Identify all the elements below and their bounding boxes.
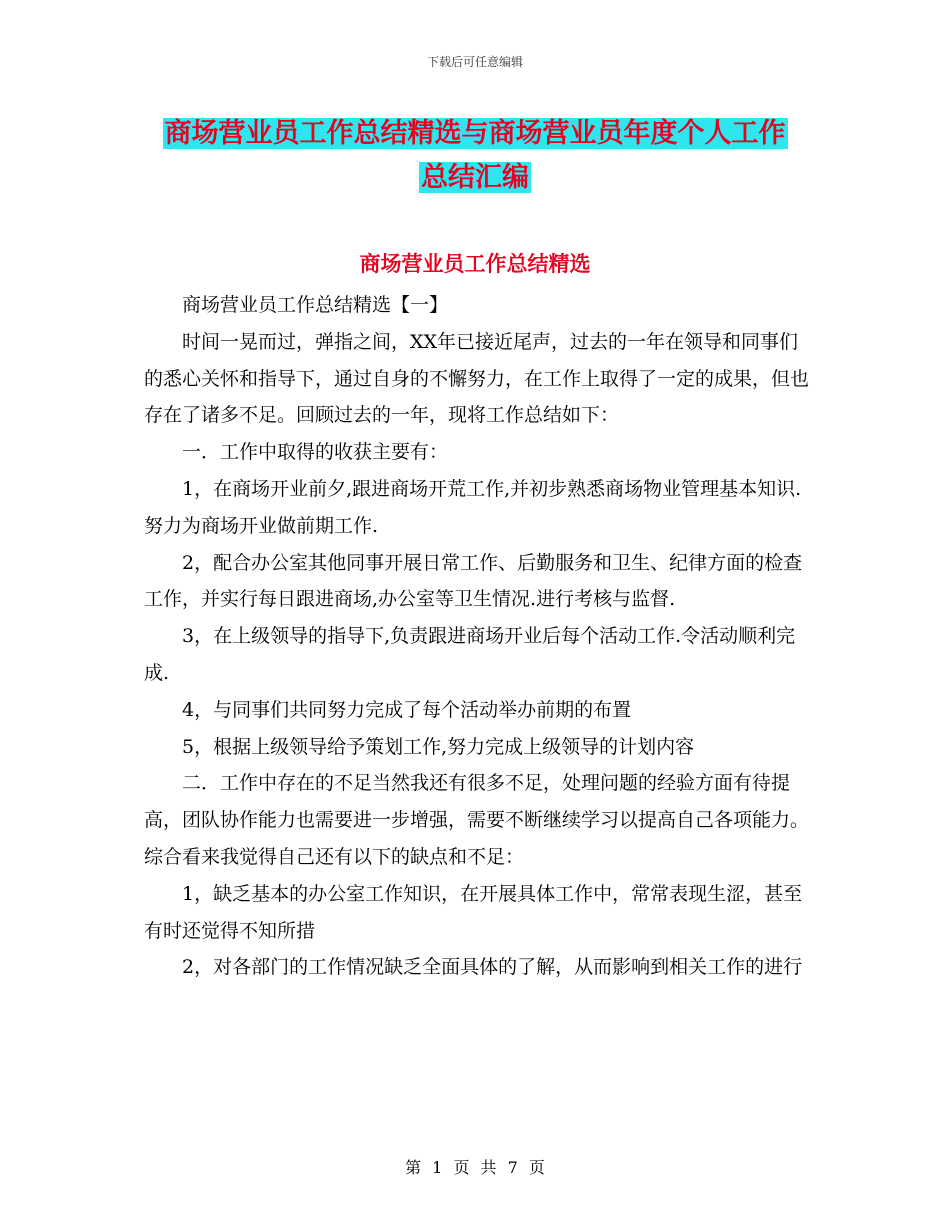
paragraph: 4，与同事们共同努力完成了每个活动举办前期的布置 (182, 698, 632, 721)
paragraph: 2，对各部门的工作情况缺乏全面具体的了解，从而影响到相关工作的进行 (182, 956, 803, 979)
paragraph: 5，根据上级领导给予策划工作,努力完成上级领导的计划内容 (182, 735, 695, 758)
paragraph: 一．工作中取得的收获主要有： (182, 441, 449, 464)
paragraph: 二．工作中存在的不足当然我还有很多不足，处理问题的经验方面有待提高，团队协作能力也需要进一步增强，需要不断继续学习以提高自己各项能力。综合看来我觉得自己还有以下的缺点和不足： (144, 772, 810, 868)
paragraph: 1，缺乏基本的办公室工作知识，在开展具体工作中，常常表现生涩，甚至有时还觉得不知所措 (144, 882, 803, 942)
body-text (144, 287, 810, 986)
document-title (0, 112, 950, 200)
paragraph: 1，在商场开业前夕,跟进商场开荒工作,并初步熟悉商场物业管理基本知识.努力为商场开业做前期工作. (144, 477, 802, 537)
document-title-line-2: 总结汇编 (421, 162, 529, 193)
paragraph: 时间一晃而过，弹指之间，XX年已接近尾声，过去的一年在领导和同事们的悉心关怀和指导下，通过自身的不懈努力，在工作上取得了一定的成果，但也存在了诸多不足。回顾过去的一年，现将工作总结如下： (144, 330, 810, 427)
page-number-footer: 第 1 页 共 7 页 (405, 1158, 545, 1177)
paragraph: 3，在上级领导的指导下,负责跟进商场开业后每个活动工作.令活动顺利完成. (144, 625, 796, 684)
paragraph: 2，配合办公室其他同事开展日常工作、后勤服务和卫生、纪律方面的检查工作，并实行每日跟进商场,办公室等卫生情况.进行考核与监督. (144, 551, 803, 611)
paragraph: 商场营业员工作总结精选【一】 (182, 294, 449, 316)
section-title: 商场营业员工作总结精选 (359, 252, 591, 276)
header-note: 下载后可任意编辑 (426, 55, 523, 69)
document-title-line-1: 商场营业员工作总结精选与商场营业员年度个人工作 (164, 118, 786, 149)
